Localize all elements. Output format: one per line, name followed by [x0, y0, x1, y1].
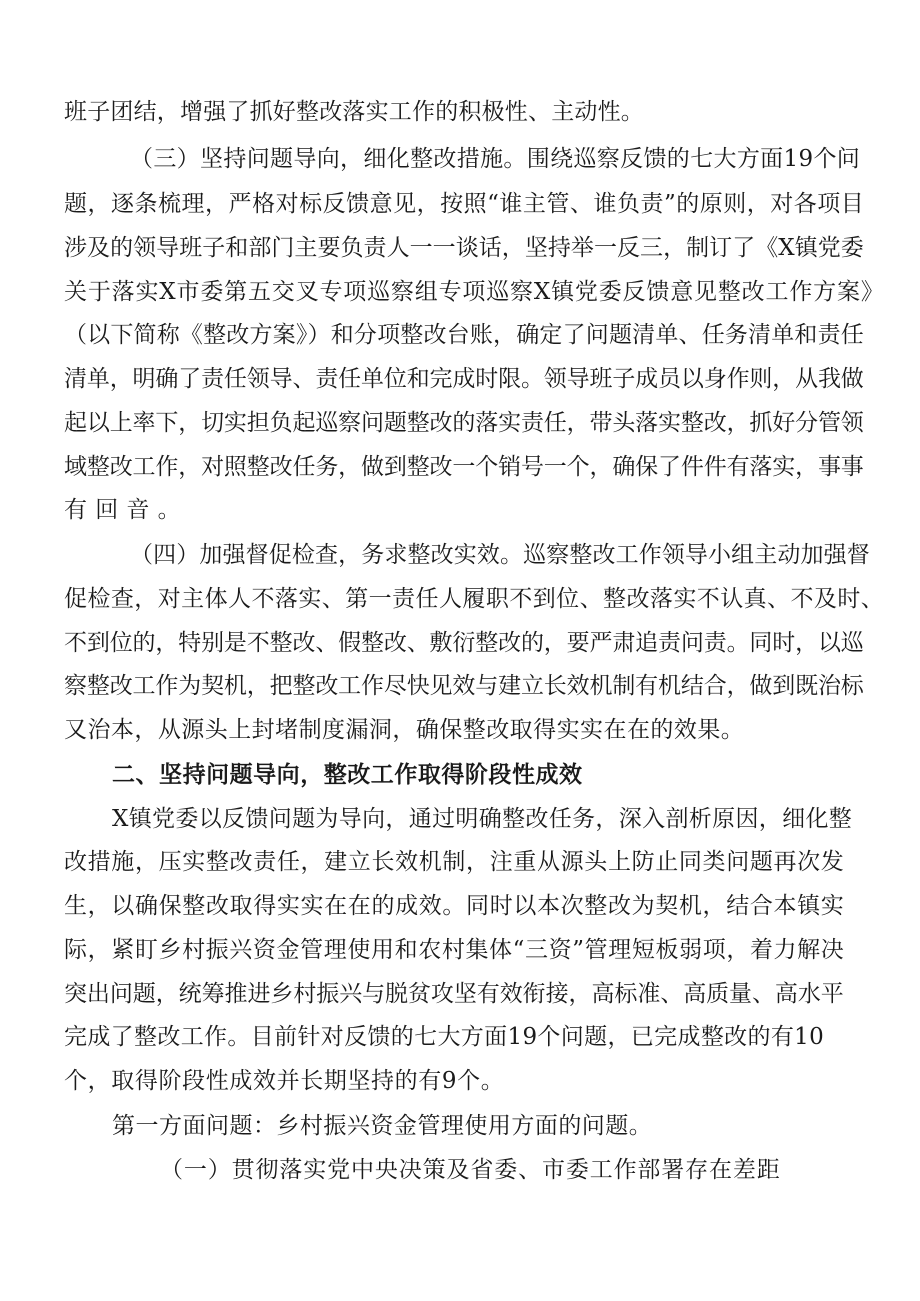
text-line: 察整改工作为契机，把整改工作尽快见效与建立长效机制有机结合，做到既治标: [64, 673, 864, 699]
text-line: 关于落实X市委第五交叉专项巡察组专项巡察X镇党委反馈意见整改工作方案》: [64, 279, 885, 305]
text-line: 题，逐条梳理，严格对标反馈意见，按照“谁主管、谁负责”的原则，对各项目: [64, 191, 865, 217]
text-line: 又治本，从源头上封堵制度漏洞，确保整改取得实实在在的效果。: [64, 717, 745, 743]
text-line: 突出问题，统筹推进乡村振兴与脱贫攻坚有效衔接，高标准、高质量、高水平: [64, 981, 844, 1007]
text-line: 涉及的领导班子和部门主要负责人一一谈话，坚持举一反三，制订了《X镇党委: [64, 235, 864, 261]
text-line: （以下简称《整改方案》）和分项整改台账，确定了问题清单、任务清单和责任: [64, 322, 864, 348]
text-line: 个，取得阶段性成效并长期坚持的有9个。: [64, 1068, 505, 1094]
text-line: 清单，明确了责任领导、责任单位和完成时限。领导班子成员以身作则，从我做: [64, 366, 864, 392]
text-line: （三）坚持问题导向，细化整改措施。围绕巡察反馈的七大方面19个问: [130, 146, 861, 172]
text-line: 促检查，对主体人不落实、第一责任人履职不到位、整改落实不认真、不及时、: [64, 586, 885, 612]
text-line: 域整改工作，对照整改任务，做到整改一个销号一个，确保了件件有落实，事事: [64, 454, 864, 480]
text-line: 不到位的，特别是不整改、假整改、敷衍整改的，要严肃追责问责。同时，以巡: [64, 630, 864, 656]
section-heading: 二、坚持问题导向，整改工作取得阶段性成效: [112, 762, 583, 788]
text-line: 班子团结，增强了抓好整改落实工作的积极性、主动性。: [64, 99, 644, 125]
subsection-heading: （一）贯彻落实党中央决策及省委、市委工作部署存在差距: [160, 1157, 781, 1183]
text-line: 完成了整改工作。目前针对反馈的七大方面19个问题，已完成整改的有10: [64, 1024, 825, 1050]
text-line: 有回音。: [64, 497, 189, 523]
text-line: 际，紧盯乡村振兴资金管理使用和农村集体“三资”管理短板弱项，着力解决: [64, 937, 845, 963]
text-line: （四）加强督促检查，务求整改实效。巡察整改工作领导小组主动加强督: [130, 542, 870, 568]
text-line: 起以上率下，切实担负起巡察问题整改的落实责任，带头落实整改，抓好分管领: [64, 410, 864, 436]
text-line: X镇党委以反馈问题为导向，通过明确整改任务，深入剖析原因，细化整: [112, 806, 853, 832]
text-line: 第一方面问题：乡村振兴资金管理使用方面的问题。: [112, 1113, 653, 1139]
text-line: 生，以确保整改取得实实在在的成效。同时以本次整改为契机，结合本镇实: [64, 893, 845, 919]
text-line: 改措施，压实整改责任，建立长效机制，注重从源头上防止同类问题再次发: [64, 849, 845, 875]
